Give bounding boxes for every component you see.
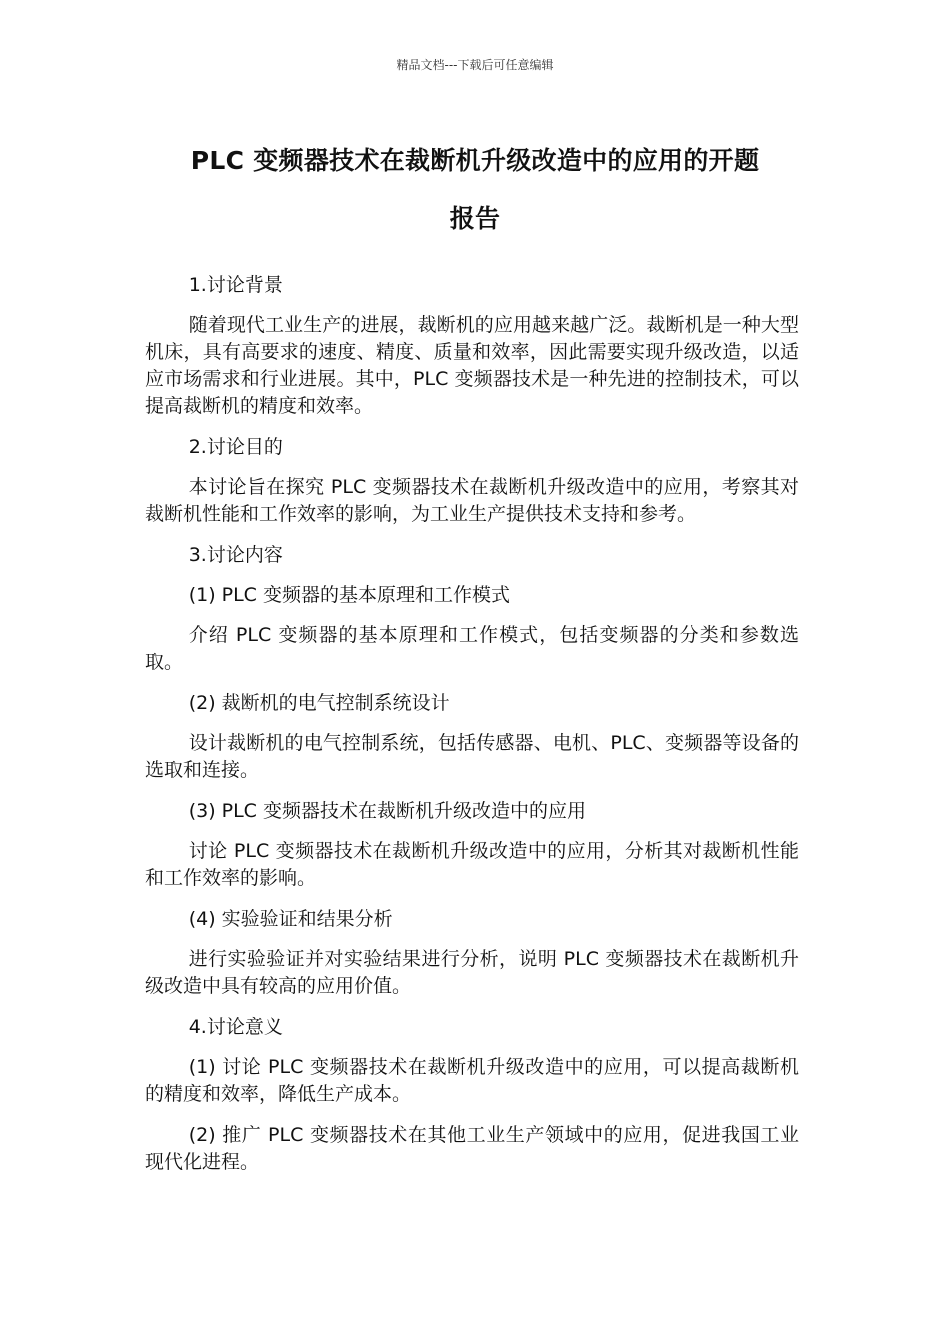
section-heading-purpose: 2.讨论目的 [188, 436, 283, 458]
subheading-experiment: (4) 实验验证和结果分析 [188, 908, 393, 930]
section-heading-background: 1.讨论背景 [188, 274, 283, 296]
paragraph-significance-2: (2) 推广 PLC 变频器技术在其他工业生产领域中的应用，促进我国工业现代化进程。 [145, 1124, 799, 1173]
document-title [145, 132, 805, 248]
paragraph-significance-1: (1) 讨论 PLC 变频器技术在裁断机升级改造中的应用，可以提高裁断机的精度和效率，降低生产成本。 [145, 1056, 799, 1105]
paragraph-purpose: 本讨论旨在探究 PLC 变频器技术在裁断机升级改造中的应用，考察其对裁断机性能和工作效率的影响，为工业生产提供技术支持和参考。 [145, 476, 799, 525]
document-title-line-1: PLC 变频器技术在裁断机升级改造中的应用的开题 [190, 146, 760, 175]
header-note: 精品文档---下载后可任意编辑 [396, 58, 554, 72]
paragraph-experiment: 进行实验验证并对实验结果进行分析，说明 PLC 变频器技术在裁断机升级改造中具有较高的应用价值。 [145, 948, 799, 997]
document-title-line-2: 报告 [449, 204, 501, 233]
subheading-principles: (1) PLC 变频器的基本原理和工作模式 [188, 584, 510, 606]
subheading-control-design: (2) 裁断机的电气控制系统设计 [188, 692, 450, 714]
paragraph-application: 讨论 PLC 变频器技术在裁断机升级改造中的应用，分析其对裁断机性能和工作效率的影响。 [145, 840, 799, 889]
section-heading-content: 3.讨论内容 [188, 544, 283, 566]
paragraph-background: 随着现代工业生产的进展，裁断机的应用越来越广泛。裁断机是一种大型机床，具有高要求的速度、精度、质量和效率，因此需要实现升级改造，以适应市场需求和行业进展。其中，PLC 变频器技术是一种先进的控制技术，可以提高裁断机的精度和效率。 [145, 314, 799, 417]
paragraph-control-design: 设计裁断机的电气控制系统，包括传感器、电机、PLC、变频器等设备的选取和连接。 [145, 732, 799, 781]
paragraph-principles: 介绍 PLC 变频器的基本原理和工作模式，包括变频器的分类和参数选取。 [145, 624, 799, 673]
subheading-application: (3) PLC 变频器技术在裁断机升级改造中的应用 [188, 800, 586, 822]
section-heading-significance: 4.讨论意义 [188, 1016, 283, 1038]
document-body [145, 272, 799, 1190]
